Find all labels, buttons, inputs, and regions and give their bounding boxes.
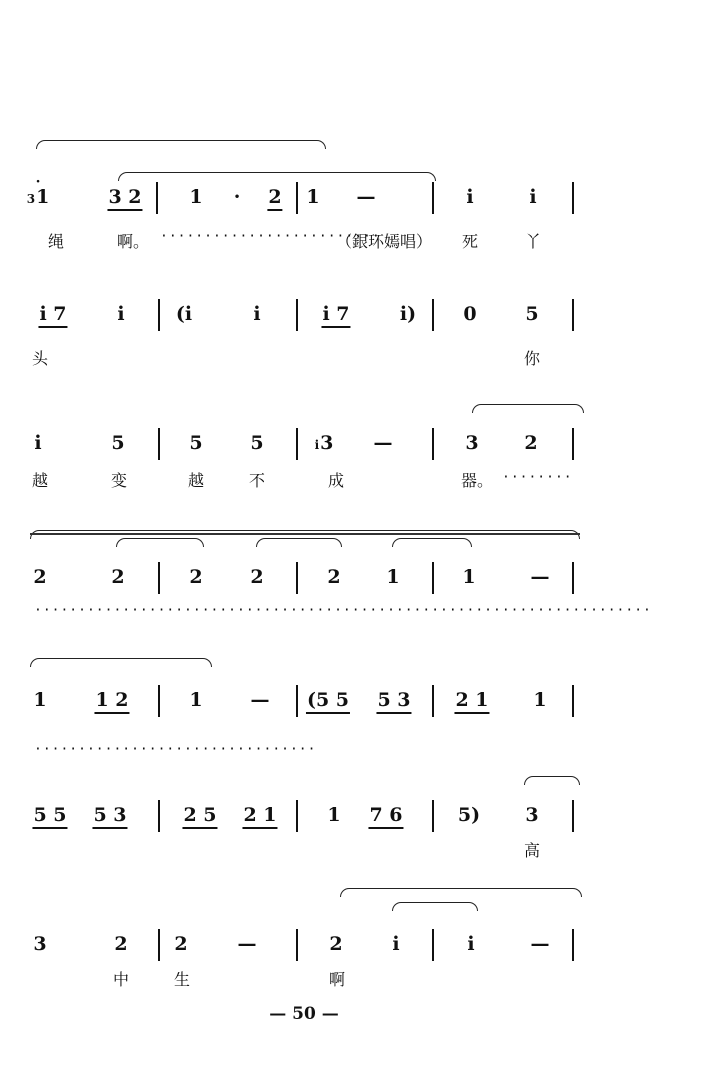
note (33, 689, 46, 711)
note-text: — (373, 432, 393, 454)
note-text: 5 (525, 303, 539, 325)
dotted-leader: ········ (502, 470, 573, 485)
barline (432, 428, 434, 460)
barline (432, 182, 434, 214)
note (465, 432, 478, 454)
note (111, 566, 124, 588)
note-text: 5) (457, 804, 481, 826)
note-text: (5 5 (306, 689, 350, 711)
barline (572, 299, 574, 331)
note-text: 3 (320, 432, 334, 454)
lyric-syllable: 头 (31, 349, 49, 368)
note-text: 7 6 (369, 804, 403, 826)
barline (572, 562, 574, 594)
lyric-syllable: 你 (523, 349, 541, 368)
lyric-syllable: 器。 (460, 471, 494, 490)
note-text: 1 (306, 186, 320, 208)
note-text: 1 (36, 186, 50, 208)
note (32, 804, 67, 829)
lyric-syllable: 死 (461, 232, 479, 251)
note-text: i (467, 933, 475, 955)
note-text: 2 (327, 566, 341, 588)
note (357, 186, 376, 208)
lyric-syllable: 不 (248, 471, 266, 490)
note-text: i (117, 303, 125, 325)
note (327, 804, 340, 826)
note-text: — (530, 566, 550, 588)
lyric-syllable: 变 (110, 471, 128, 490)
note (189, 566, 202, 588)
note (251, 689, 270, 711)
note-text: · (233, 186, 241, 208)
barline (296, 685, 298, 717)
note-text: 2 (114, 933, 128, 955)
note (454, 689, 489, 714)
note-text: 2 (189, 566, 203, 588)
note (392, 933, 399, 955)
note-text: 5 5 (33, 804, 67, 826)
barline (432, 299, 434, 331)
note-text: 3 (465, 432, 479, 454)
note-text: 3 (525, 804, 539, 826)
note (467, 933, 474, 955)
note (463, 303, 476, 325)
note (531, 566, 550, 588)
note-text: 1 (189, 186, 203, 208)
slur-arc (340, 888, 582, 897)
barline (296, 299, 298, 331)
dotted-leader: ······································································ (34, 603, 652, 618)
note (458, 804, 480, 826)
barline (296, 182, 298, 214)
note (176, 303, 192, 325)
note-text: 2 1 (455, 689, 489, 711)
barline (296, 428, 298, 460)
note (267, 186, 282, 211)
slur-arc (524, 776, 580, 785)
note-text: 2 5 (183, 804, 217, 826)
lyric-syllable: （銀环嫣唱） (335, 232, 433, 251)
note (38, 303, 67, 328)
note-text: 1 (33, 689, 47, 711)
barline (158, 428, 160, 460)
note-text: i 7 (322, 303, 350, 325)
note (117, 303, 124, 325)
note-text: 1 (533, 689, 547, 711)
note (525, 303, 538, 325)
note-text: — (250, 689, 270, 711)
note-text: 2 (524, 432, 538, 454)
note-text: 2 (250, 566, 264, 588)
note (250, 566, 263, 588)
dotted-leader: ························· (160, 229, 381, 244)
note-text: 2 (268, 186, 282, 208)
note-text: 1 (462, 566, 476, 588)
note-text: 1 (327, 804, 341, 826)
barline (432, 800, 434, 832)
note (250, 432, 263, 454)
note-text: 5 3 (93, 804, 127, 826)
note (376, 689, 411, 714)
note-text: 5 (250, 432, 264, 454)
lyric-syllable: 啊。 (116, 232, 150, 251)
note-text: i 7 (39, 303, 67, 325)
note (34, 432, 41, 454)
dotted-leader: ································ (34, 742, 317, 757)
note (26, 174, 50, 210)
barline (296, 800, 298, 832)
barline (158, 929, 160, 961)
slur-arc (472, 404, 584, 413)
note (321, 303, 350, 328)
note-text: — (237, 933, 257, 955)
barline (158, 685, 160, 717)
lyric-syllable: 中 (112, 970, 130, 989)
note (306, 186, 319, 208)
note-text: — (356, 186, 376, 208)
note (189, 432, 202, 454)
barline (572, 800, 574, 832)
note (189, 689, 202, 711)
note (524, 432, 537, 454)
note-text: i (529, 186, 537, 208)
barline (432, 685, 434, 717)
note (174, 933, 187, 955)
note-text: i (253, 303, 261, 325)
note (386, 566, 399, 588)
barline (156, 182, 158, 214)
slur-arc (392, 538, 472, 547)
note (238, 933, 257, 955)
note (533, 689, 546, 711)
note-text: 5 (189, 432, 203, 454)
note (182, 804, 217, 829)
note (529, 186, 536, 208)
slur-arc (256, 538, 342, 547)
note (374, 432, 393, 454)
note (327, 566, 340, 588)
note-text: 2 (174, 933, 188, 955)
lyric-syllable: 成 (327, 471, 345, 490)
note-text: 0 (463, 303, 477, 325)
slur-arc (36, 140, 326, 149)
lyric-syllable: 绳 (47, 232, 65, 251)
note-text: 5 3 (377, 689, 411, 711)
note (306, 689, 350, 714)
note (33, 933, 46, 955)
barline (572, 929, 574, 961)
note-text: 1 (386, 566, 400, 588)
note-text: 3 (33, 933, 47, 955)
note (234, 186, 241, 208)
note-text: 5 (111, 432, 125, 454)
barline (158, 299, 160, 331)
note (94, 689, 129, 714)
note-text: 1 (189, 689, 203, 711)
note-text: 3 2 (108, 186, 142, 208)
octave-dot: · (35, 174, 41, 190)
slur-arc (116, 538, 204, 547)
note-text: i (392, 933, 400, 955)
note (329, 933, 342, 955)
tie-line (30, 533, 580, 535)
slur-arc (30, 658, 212, 667)
note (189, 186, 202, 208)
barline (158, 800, 160, 832)
note (531, 933, 550, 955)
grace-note: i (314, 438, 320, 452)
note (242, 804, 277, 829)
note (33, 566, 46, 588)
note-text: 2 (33, 566, 47, 588)
note (114, 933, 127, 955)
lyric-syllable: 高 (523, 841, 541, 860)
slur-arc (392, 902, 478, 911)
barline (572, 182, 574, 214)
barline (432, 929, 434, 961)
note (462, 566, 475, 588)
slur-arc (118, 172, 436, 181)
page-number: — 50 — (269, 1004, 339, 1024)
note (368, 804, 403, 829)
barline (572, 428, 574, 460)
note (400, 303, 416, 325)
note-text: i) (399, 303, 417, 325)
grace-note: 3 (26, 192, 36, 206)
note-text: 2 1 (243, 804, 277, 826)
note (315, 432, 334, 456)
note-text: i (466, 186, 474, 208)
note-text: 2 (111, 566, 125, 588)
barline (572, 685, 574, 717)
barline (296, 562, 298, 594)
note (111, 432, 124, 454)
note-text: 2 (329, 933, 343, 955)
note-text: — (530, 933, 550, 955)
note (107, 186, 142, 211)
barline (158, 562, 160, 594)
note (525, 804, 538, 826)
barline (296, 929, 298, 961)
lyric-syllable: 丫 (524, 232, 542, 251)
lyric-syllable: 啊 (328, 970, 346, 989)
note-text: (i (175, 303, 193, 325)
lyric-syllable: 越 (187, 471, 205, 490)
note (253, 303, 260, 325)
barline (432, 562, 434, 594)
note-text: i (34, 432, 42, 454)
note (466, 186, 473, 208)
lyric-syllable: 生 (173, 970, 191, 989)
note (92, 804, 127, 829)
lyric-syllable: 越 (31, 471, 49, 490)
note-text: 1 2 (95, 689, 129, 711)
